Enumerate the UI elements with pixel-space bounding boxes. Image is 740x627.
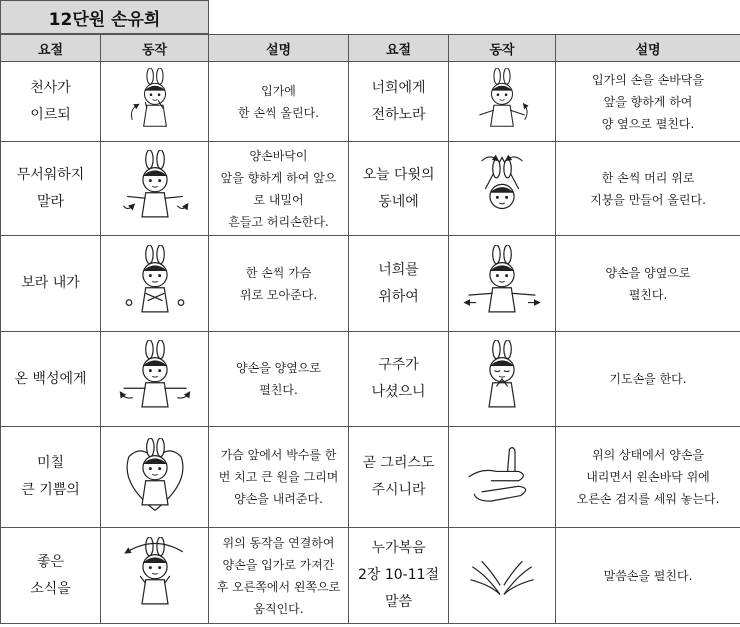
girl-hand-to-mouth-icon xyxy=(121,68,189,136)
description-line: 펼친다. xyxy=(628,287,668,302)
description-line: 양손을 양옆으로 xyxy=(236,361,321,375)
description-line: 위의 동작을 연결하여 xyxy=(222,535,335,550)
action-illustration-cell xyxy=(101,62,209,142)
action-illustration-cell xyxy=(449,236,556,332)
hand-play-table xyxy=(0,34,740,624)
girl-waving-hands-icon xyxy=(116,150,194,228)
description-line: 위로 모아준다. xyxy=(239,287,318,302)
verse-cell xyxy=(349,427,449,528)
description-line: 내리면서 왼손바닥 위에 xyxy=(586,470,710,484)
description-cell xyxy=(209,528,349,624)
verse-line: 너희를 xyxy=(378,261,419,278)
description-cell xyxy=(556,427,740,528)
verse-line: 전하노라 xyxy=(371,106,426,123)
description-cell xyxy=(209,332,349,427)
action-illustration-cell xyxy=(101,528,209,624)
header-action-left: 동작 xyxy=(101,35,209,62)
girl-arms-out-icon xyxy=(116,340,194,418)
action-illustration-cell xyxy=(449,427,556,528)
description-cell xyxy=(556,332,740,427)
description-line: 움직인다. xyxy=(253,601,304,616)
girl-heart-circle-icon xyxy=(116,438,194,516)
table-row xyxy=(1,427,740,528)
table-row xyxy=(1,62,740,142)
action-illustration-cell xyxy=(101,236,209,332)
verse-line: 주시니라 xyxy=(371,482,426,498)
verse-line: 온 백성에게 xyxy=(14,370,87,387)
header-description-right: 설명 xyxy=(556,35,740,62)
description-cell xyxy=(556,142,740,236)
girl-hands-on-chest-icon xyxy=(116,245,194,323)
description-cell xyxy=(209,62,349,142)
verse-cell xyxy=(1,62,101,142)
description-line: 양손을 입가로 가져간 xyxy=(222,557,335,572)
girl-sweep-motion-icon xyxy=(116,537,194,615)
action-illustration-cell xyxy=(101,142,209,236)
verse-cell xyxy=(1,427,101,528)
verse-line: 말씀 xyxy=(384,594,413,610)
description-line: 양손을 내려준다. xyxy=(234,492,323,506)
verse-line: 위하여 xyxy=(378,288,419,305)
table-row xyxy=(1,528,740,624)
verse-line: 미칠 xyxy=(36,455,65,471)
description-line: 앞을 향하게 하여 앞으 xyxy=(220,170,337,185)
girl-arms-spread-icon xyxy=(463,245,541,323)
description-line: 흔들고 허리손한다. xyxy=(228,214,329,229)
verse-line: 좋은 xyxy=(36,553,65,570)
verse-line: 동네에 xyxy=(378,193,419,210)
description-line: 지붕을 만들어 올린다. xyxy=(590,192,706,207)
verse-cell xyxy=(349,528,449,624)
header-action-right: 동작 xyxy=(449,35,556,62)
girl-roof-arms-icon xyxy=(463,150,541,228)
verse-cell xyxy=(1,236,101,332)
verse-line: 천사가 xyxy=(30,79,71,96)
description-line: 한 손씩 올린다. xyxy=(238,105,319,120)
description-line: 펼친다. xyxy=(259,383,298,397)
header-verse-right: 요절 xyxy=(349,35,449,62)
action-illustration-cell xyxy=(101,332,209,427)
action-illustration-cell xyxy=(449,528,556,624)
header-verse-left: 요절 xyxy=(1,35,101,62)
description-line: 한 손씩 가슴 xyxy=(245,265,312,280)
description-line: 양 옆으로 펼친다. xyxy=(601,116,695,131)
description-line: 한 손씩 머리 위로 xyxy=(601,170,695,185)
description-line: 앞을 향하게 하여 xyxy=(603,94,693,109)
description-cell xyxy=(209,427,349,528)
action-illustration-cell xyxy=(101,427,209,528)
description-line: 후 오른쪽에서 왼쪽으로 xyxy=(216,579,341,594)
description-line: 로 내밀어 xyxy=(253,192,304,207)
description-line: 입가의 손을 손바닥을 xyxy=(592,72,704,87)
description-line: 말씀손을 펼친다. xyxy=(603,568,693,583)
verse-cell xyxy=(349,332,449,427)
table-row xyxy=(1,142,740,236)
verse-line: 누가복음 xyxy=(371,540,426,556)
description-line: 양손을 양옆으로 xyxy=(605,265,691,280)
header-description-left: 설명 xyxy=(209,35,349,62)
table-row xyxy=(1,236,740,332)
verse-cell xyxy=(349,62,449,142)
description-line: 기도손을 한다. xyxy=(609,372,687,386)
verse-line: 오늘 다윗의 xyxy=(362,166,435,183)
girl-palms-forward-icon xyxy=(468,68,536,136)
description-cell xyxy=(209,142,349,236)
description-line: 양손바닥이 xyxy=(249,148,308,163)
table-row xyxy=(1,332,740,427)
description-cell xyxy=(556,528,740,624)
description-line: 오른손 검지를 세워 놓는다. xyxy=(576,492,720,506)
description-line: 번 치고 큰 원을 그리며 xyxy=(218,470,339,484)
verse-cell xyxy=(1,528,101,624)
open-book-hands-icon xyxy=(463,537,541,615)
action-illustration-cell xyxy=(449,332,556,427)
verse-line: 큰 기쁨의 xyxy=(21,482,80,498)
verse-cell xyxy=(1,332,101,427)
verse-cell xyxy=(349,236,449,332)
description-cell xyxy=(556,62,740,142)
girl-praying-icon xyxy=(463,340,541,418)
verse-line: 소식을 xyxy=(30,580,71,597)
page-title: 12단원 손유희 xyxy=(0,0,209,34)
action-illustration-cell xyxy=(449,62,556,142)
action-illustration-cell xyxy=(449,142,556,236)
verse-cell xyxy=(349,142,449,236)
verse-line: 곧 그리스도 xyxy=(362,455,435,471)
description-line: 위의 상태에서 양손을 xyxy=(592,448,704,462)
verse-line: 이르되 xyxy=(30,106,71,123)
header-row xyxy=(1,35,740,62)
verse-line: 너희에게 xyxy=(371,79,426,96)
description-cell xyxy=(209,236,349,332)
verse-line: 무서워하지 xyxy=(16,166,85,183)
verse-line: 보라 내가 xyxy=(21,275,80,291)
verse-line: 말라 xyxy=(36,193,65,210)
hands-finger-up-icon xyxy=(463,438,541,516)
description-cell xyxy=(556,236,740,332)
verse-line: 나셨으니 xyxy=(371,384,426,400)
verse-cell xyxy=(1,142,101,236)
description-line: 가슴 앞에서 박수를 한 xyxy=(220,448,337,462)
verse-line: 2장 10-11절 xyxy=(357,567,440,583)
verse-line: 구주가 xyxy=(378,357,419,373)
description-line: 입가에 xyxy=(261,83,296,98)
